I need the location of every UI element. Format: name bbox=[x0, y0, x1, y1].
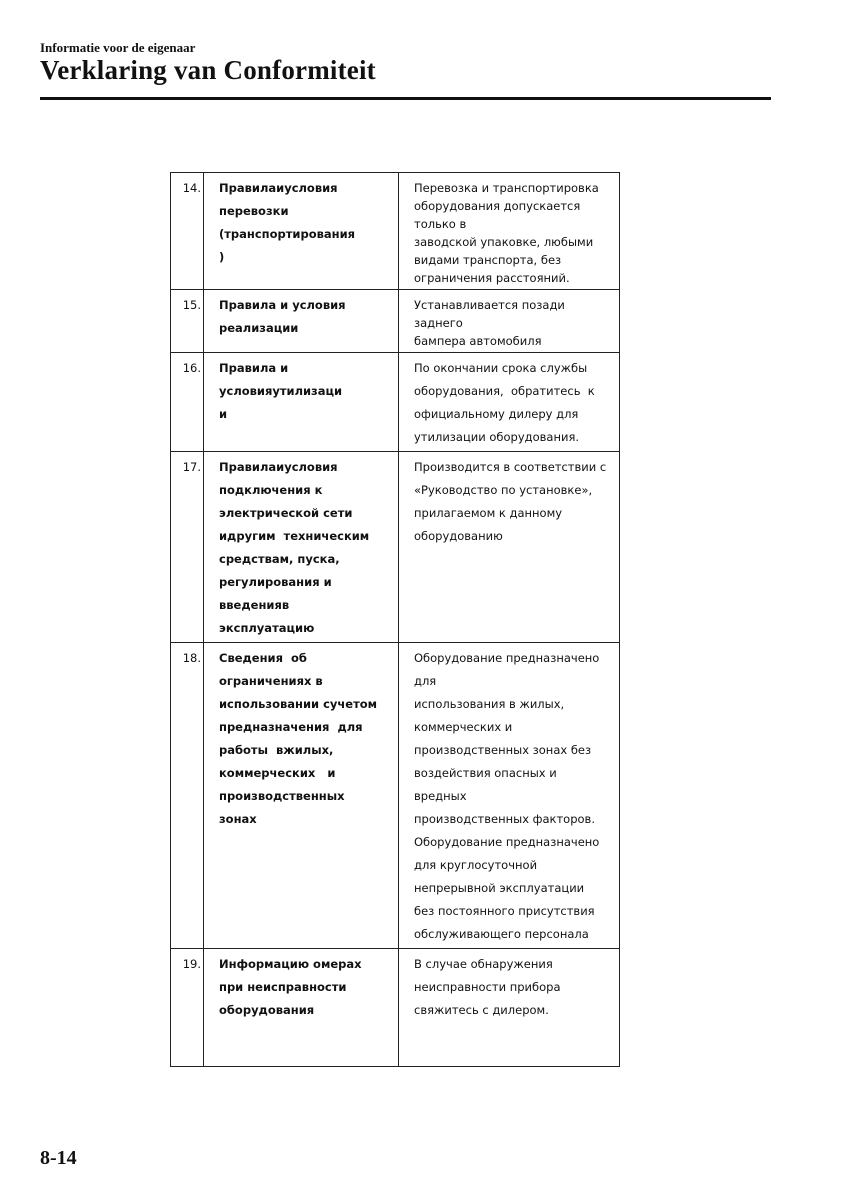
header-divider bbox=[40, 97, 771, 100]
page-number: 8-14 bbox=[40, 1147, 77, 1169]
parameter-cell: Информацию омерах при неисправности оборудования bbox=[204, 949, 399, 1067]
parameter-cell: Сведения об ограничениях в использовании сучетом предназначения для работы вжилых, коммерческих и производственных зонах bbox=[204, 643, 399, 949]
table-row bbox=[171, 949, 620, 1067]
table-row bbox=[171, 353, 620, 452]
table-row bbox=[171, 290, 620, 353]
parameter-cell: Правила и условия реализации bbox=[204, 290, 399, 353]
conformity-table bbox=[170, 172, 620, 1067]
table-row bbox=[171, 643, 620, 949]
row-number: 19. bbox=[171, 949, 204, 1067]
description-cell: Перевозка и транспортировка оборудования допускается только в заводской упаковке, любыми видами транспорта, без ограничения расстояний. bbox=[399, 173, 620, 290]
description-cell: Производится в соответствии с «Руководство по установке», прилагаемом к данному оборудованию bbox=[399, 452, 620, 643]
row-number: 15. bbox=[171, 290, 204, 353]
page-title: Verklaring van Conformiteit bbox=[40, 55, 376, 85]
row-number: 18. bbox=[171, 643, 204, 949]
parameter-cell: Правилаиусловия подключения к электрической сети идругим техническим средствам, пуска, регулирования и введенияв эксплуатацию bbox=[204, 452, 399, 643]
row-number: 17. bbox=[171, 452, 204, 643]
section-label: Informatie voor de eigenaar bbox=[40, 40, 196, 55]
parameter-cell: Правилаиусловия перевозки (транспортирования ) bbox=[204, 173, 399, 290]
table-row bbox=[171, 452, 620, 643]
row-number: 16. bbox=[171, 353, 204, 452]
description-cell: Оборудование предназначено для использования в жилых, коммерческих и производственных зонах без воздействия опасных и вредных производственных факторов. Оборудование предназначено для круглосуточной непрерывной эксплуатации без постоянного присутствия обслуживающего персонала bbox=[399, 643, 620, 949]
description-cell: В случае обнаружения неисправности прибора свяжитесь с дилером. bbox=[399, 949, 620, 1067]
table-row bbox=[171, 173, 620, 290]
description-cell: По окончании срока службы оборудования, обратитесь к официальному дилеру для утилизации оборудования. bbox=[399, 353, 620, 452]
parameter-cell: Правила и условияутилизаци и bbox=[204, 353, 399, 452]
description-cell: Устанавливается позади заднего бампера автомобиля bbox=[399, 290, 620, 353]
row-number: 14. bbox=[171, 173, 204, 290]
